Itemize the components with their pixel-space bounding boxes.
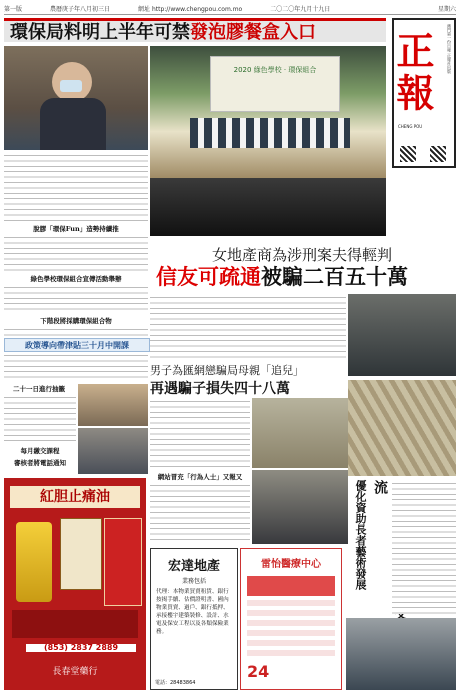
article-text-block [392, 480, 456, 614]
second-story-headline: 再遇騙子損失四十八萬 [150, 381, 290, 397]
date: 二〇二〇年九月十九日 [270, 6, 331, 13]
page-number: 第一版 [4, 6, 23, 13]
clinic-ad-hours: 24 [247, 662, 270, 681]
photo-culture-meeting [346, 618, 456, 690]
masthead-title: 正報 [390, 31, 435, 115]
photo-evidence [252, 398, 348, 468]
photo-official-speaking [4, 46, 148, 150]
clinic-ad-title: 雷怡醫療中心 [261, 559, 321, 570]
article-text-block [4, 284, 148, 314]
house-ad-body: 代理：本物業買賣租賃、銀行按揭手續、估價證明書、國內物業買賣、過戶、銀行抵押、承接樓宇建築裝修、設計、水電及保安工程以及各類保險業務。 [156, 589, 229, 635]
main-headline-black: 被騙二百五十萬 [261, 264, 408, 289]
red-ad-title: 紅胆止痛油 [10, 486, 140, 508]
culture-vertical-head-1: 優化資助長者藝術發展 [354, 480, 367, 590]
photo-classroom [78, 428, 148, 474]
culture-vertical-head-2: 流 [372, 480, 388, 494]
house-ad-title: 宏達地產 [167, 559, 220, 574]
website-link[interactable]: 網址 http://www.chengpou.com.mo [138, 6, 243, 13]
left-subhead-1: 脫膠「環保Fun」造勢持續推 [33, 225, 119, 233]
article-text-block [4, 152, 148, 222]
qr-code-icon [430, 146, 446, 162]
second-story-subhead: 男子為匯網戀騙局母親「追兒」 [150, 364, 304, 377]
left-subhead-2: 綠色學校環保組合宣傳活動舉辦 [30, 275, 122, 283]
page-header [4, 3, 456, 15]
house-ad-subtitle: 業務包括 [181, 578, 206, 585]
main-story-headline [156, 264, 456, 290]
left-subhead-3: 下階段將採購環保組合物 [40, 317, 112, 325]
lunar-date: 農曆庚子年八月初三日 [50, 6, 111, 13]
qr-code-icon [400, 146, 416, 162]
product-box-icon [60, 518, 102, 590]
masthead [392, 18, 456, 168]
bottle-icon [16, 522, 52, 602]
article-text-block [150, 294, 346, 358]
ad-clinic[interactable] [240, 548, 342, 690]
masthead-info: CHENG POU [398, 124, 423, 129]
photo-suspects [252, 470, 348, 544]
top-headline-part1: 環保局料明上半年可禁 [10, 22, 190, 43]
left-blue-headline: 政策導向帶津貼三十月中開課 [4, 338, 150, 352]
photo-award-ceremony [150, 46, 386, 236]
main-headline-red: 信友可疏通 [156, 264, 261, 289]
second-story-bottom-head: 網站冒充「行為人士」又報又 [157, 473, 243, 481]
article-text-block [150, 482, 250, 544]
main-story-subhead: 女地產商為涉刑案夫得輕判 [211, 246, 392, 264]
article-text-block [150, 398, 250, 468]
ad-real-estate[interactable] [150, 548, 238, 690]
left-subhead-5: 每月繳交課程 [20, 447, 60, 455]
red-ad-tagline: 長春堂藥行 [52, 667, 98, 677]
article-text-block [4, 352, 148, 382]
photo-meeting [78, 384, 148, 426]
left-subhead-4: 二十一日進行抽籤 [13, 385, 65, 393]
ceremony-banner: 2020 綠色學校 · 環保組合 [210, 56, 340, 112]
weekday: 星期六 [437, 6, 456, 13]
house-ad-phone: 電話：28483864 [155, 680, 196, 686]
article-text-block [4, 234, 148, 272]
masthead-side-text: 澳門第一份日報 正報社出版 [447, 24, 452, 74]
product-label-icon [104, 518, 142, 606]
article-text-block [4, 326, 148, 336]
red-ad-phone: (853) 2837 2889 [26, 644, 136, 652]
article-text-block [4, 394, 76, 444]
photo-cash-seized [348, 380, 456, 476]
ad-red-oil[interactable] [4, 478, 146, 690]
top-headline [4, 18, 386, 42]
top-headline-part2: 發泡膠餐盒入口 [190, 22, 316, 43]
left-subhead-6: 審核者將電話通知 [14, 459, 66, 467]
